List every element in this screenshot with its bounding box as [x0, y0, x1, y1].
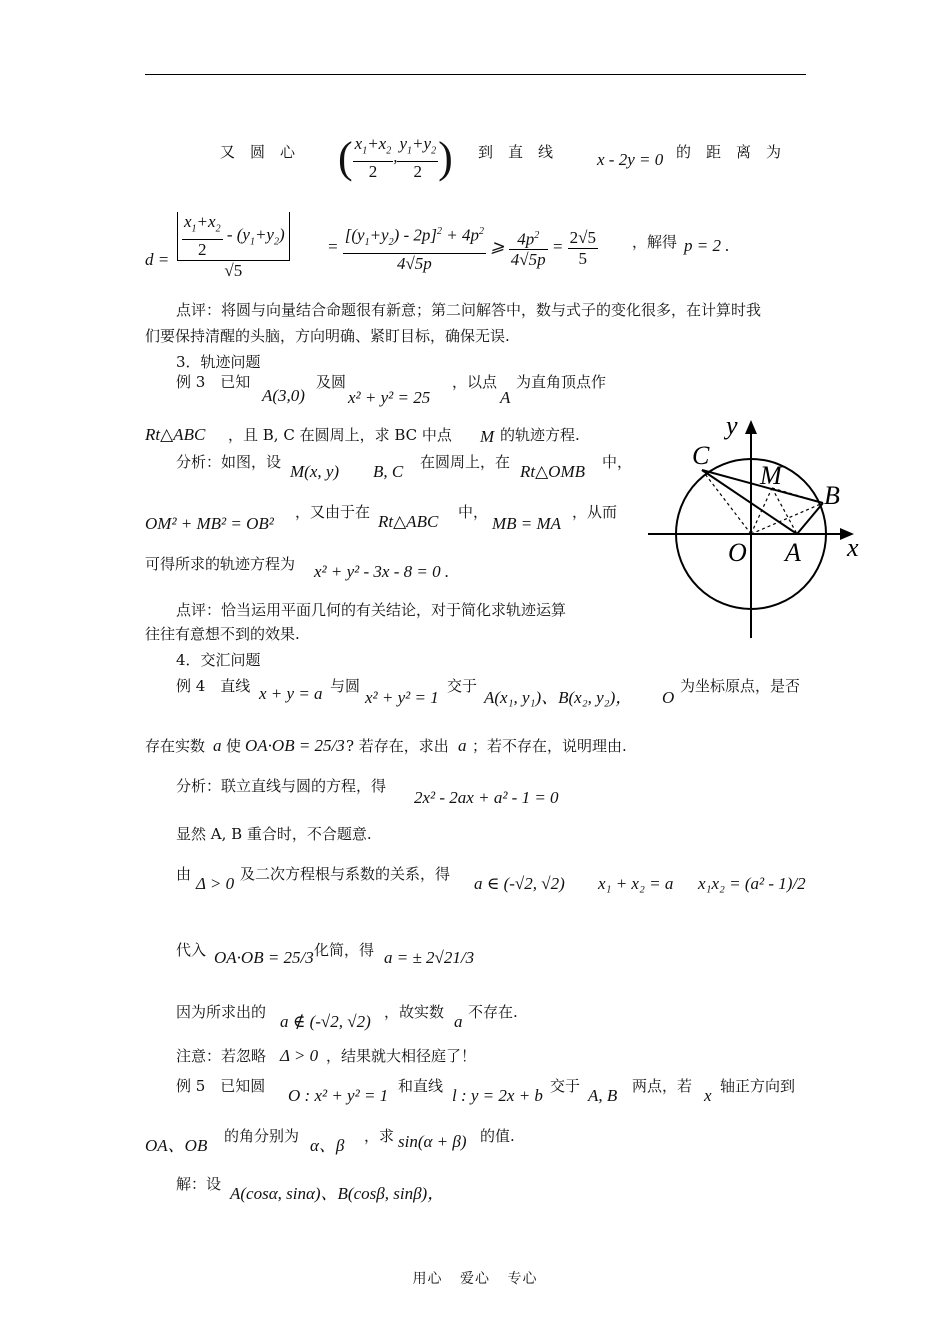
ex5-sin: sin(α + β) — [398, 1132, 467, 1151]
an2: 显然 A, B 重合时，不合题意. — [176, 825, 372, 843]
an3-range: a ∈ (-√2, √2) — [474, 874, 565, 893]
ex4-exist: 存在实数 — [145, 737, 206, 755]
label-A: A — [785, 538, 801, 567]
an-eq1: OM² + MB² = OB² — [145, 514, 274, 533]
ex4-line: x + y = a — [259, 684, 323, 703]
ex5-find: ，求 — [364, 1127, 395, 1145]
locus-figure — [640, 408, 870, 648]
an3-sum: x₁ + x₂ = a — [598, 874, 674, 893]
ex5-two: 两点，若 — [632, 1077, 693, 1095]
ex5-AB: A, B — [588, 1086, 618, 1105]
an-thus: ，从而 — [572, 503, 618, 521]
comment1-line1: 点评：将圆与向量结合命题很有新意；第二问解答中，数与式子的变化很多，在计算时我 — [176, 301, 762, 319]
ex5-ab: α、β — [310, 1136, 345, 1155]
an5-post: ，故实数 — [384, 1003, 445, 1021]
to-line-text: 到 直 线 — [478, 143, 554, 161]
an-in: 中， — [602, 453, 633, 471]
line-equation: x - 2y = 0 — [597, 150, 664, 169]
ex5-meet: 交于 — [550, 1077, 581, 1095]
an-label: 分析：如图，设 — [176, 453, 282, 471]
page-footer — [0, 1268, 950, 1288]
an3-text: 及二次方程根与系数的关系，得 — [240, 865, 451, 883]
footer-item-2: 爱心 — [460, 1271, 490, 1287]
ex3-label: 例 3 已知 — [176, 373, 251, 391]
ex5-OA: OA、OB — [145, 1136, 208, 1155]
an-result: x² + y² - 3x - 8 = 0 . — [314, 562, 450, 581]
ex3-point: A(3,0) — [262, 386, 305, 405]
label-y: y — [726, 411, 738, 440]
ex5-line: l : y = 2x + b — [452, 1086, 543, 1105]
ex4-a2: a — [458, 736, 467, 755]
sol-pre: 解：设 — [176, 1175, 222, 1193]
ex3-vertex: 为直角顶点作 — [516, 373, 607, 391]
an4-mid: 化简，得 — [314, 941, 375, 959]
footer-item-3: 专心 — [507, 1271, 538, 1287]
an-rtabc: Rt△ABC — [378, 512, 439, 531]
an5-a: a — [454, 1012, 463, 1031]
label-O: O — [728, 538, 747, 567]
an3-delta: Δ > 0 — [196, 874, 235, 893]
an4-pre: 代入 — [176, 941, 207, 959]
y-axis-arrow — [745, 420, 757, 434]
note-post: ，结果就大相径庭了！ — [326, 1047, 477, 1065]
ex4-a: a — [213, 736, 222, 755]
ex4-points: A(x₁, y₁)、B(x₂, y₂)， — [484, 688, 633, 707]
center-intro: 又 圆 心 — [220, 143, 296, 161]
an3-pre: 由 — [176, 865, 192, 883]
ex5-axis: 轴正方向到 — [720, 1077, 796, 1095]
ex3-take: ，以点 — [452, 373, 498, 391]
footer-item-1: 用心 — [412, 1271, 443, 1287]
ex4-origin: 为坐标原点，是否 — [680, 677, 801, 695]
segment-OB — [751, 503, 823, 534]
an5-end: 不存在. — [468, 1003, 518, 1021]
sec4-heading: 4．交汇问题 — [176, 651, 261, 669]
segment-OC — [702, 470, 751, 534]
an-on: 在圆周上，在 — [420, 453, 511, 471]
an5-cond: a ∉ (-√2, √2) — [280, 1012, 371, 1031]
ex4-make: 使 — [226, 737, 242, 755]
an-in2: 中， — [458, 503, 489, 521]
sec3-heading: 3．轨迹问题 — [176, 353, 261, 371]
an-result-text: 可得所求的轨迹方程为 — [145, 555, 296, 573]
segment-CA — [702, 470, 797, 534]
an4-res: a = ± 2√21/3 — [384, 948, 475, 967]
distance-text: 的 距 离 为 — [676, 143, 782, 161]
ex5-val: 的值. — [480, 1127, 515, 1145]
an4-dot: OA·OB = 25/3 — [214, 948, 314, 967]
sec3-comment-line1: 点评：恰当运用平面几何的有关结论，对于简化求轨迹运算 — [176, 601, 567, 619]
ex3-rt: Rt△ABC — [145, 425, 206, 444]
ex4-q: ? 若存在，求出 — [346, 737, 449, 755]
ex3-end: 的轨迹方程. — [500, 426, 580, 444]
ex3-M: M — [480, 427, 495, 446]
ex4-else: ；若不存在，说明理由. — [472, 737, 627, 755]
an-M: M(x, y) — [290, 462, 340, 481]
ex4-circle-text: 与圆 — [330, 677, 361, 695]
note-delta: Δ > 0 — [280, 1046, 319, 1065]
an3-prod: x₁x₂ = (a² - 1)/2 — [698, 874, 806, 893]
ex3-circle: x² + y² = 25 — [348, 388, 431, 407]
sol-pts: A(cosα, sinα)、B(cosβ, sinβ)， — [230, 1184, 445, 1203]
ex5-label: 例 5 已知圆 — [176, 1077, 266, 1095]
solve-text: ，解得 — [632, 233, 678, 251]
an-eq2: MB = MA — [492, 514, 562, 533]
ex3-rest: ，且 B, C 在圆周上，求 BC 中点 — [228, 426, 452, 444]
an-also: ，又由于在 — [295, 503, 371, 521]
an-BC: B, C — [373, 462, 404, 481]
ex4-O: O — [662, 688, 675, 707]
label-M: M — [760, 461, 782, 490]
an5-pre: 因为所求出的 — [176, 1003, 267, 1021]
ex3-A: A — [500, 388, 511, 407]
ex3-and: 及圆 — [316, 373, 347, 391]
ex5-x: x — [704, 1086, 712, 1105]
note-pre: 注意：若忽略 — [176, 1047, 267, 1065]
segment-AB — [797, 503, 823, 534]
header-rule — [145, 74, 806, 75]
label-B: B — [824, 481, 840, 510]
ex5-and: 和直线 — [398, 1077, 444, 1095]
sec3-comment-line2: 往往有意想不到的效果. — [145, 625, 300, 643]
ex4-dot: OA·OB = 25/3 — [245, 736, 345, 755]
an-rtomb: Rt△OMB — [520, 462, 586, 481]
comment1-line2: 们要保持清醒的头脑，方向明确、紧盯目标，确保无误. — [145, 327, 510, 345]
ex5-circle: O : x² + y² = 1 — [288, 1086, 389, 1105]
label-x: x — [847, 533, 859, 562]
label-C: C — [692, 441, 710, 470]
ex4-label: 例 4 直线 — [176, 677, 251, 695]
center-formula: ( $\frac{x_1+x_2}{2}$ , $\frac{y_1+y_2}{2}$ ) — [338, 133, 453, 183]
ex4-circle: x² + y² = 1 — [365, 688, 439, 707]
an1: 分析：联立直线与圆的方程，得 — [176, 777, 387, 795]
segment-OM — [751, 488, 772, 534]
ex5-angles: 的角分别为 — [224, 1127, 300, 1145]
p-value: p = 2 . — [684, 236, 730, 255]
ex4-meet: 交于 — [447, 677, 478, 695]
an1-eq: 2x² - 2ax + a² - 1 = 0 — [414, 788, 559, 807]
